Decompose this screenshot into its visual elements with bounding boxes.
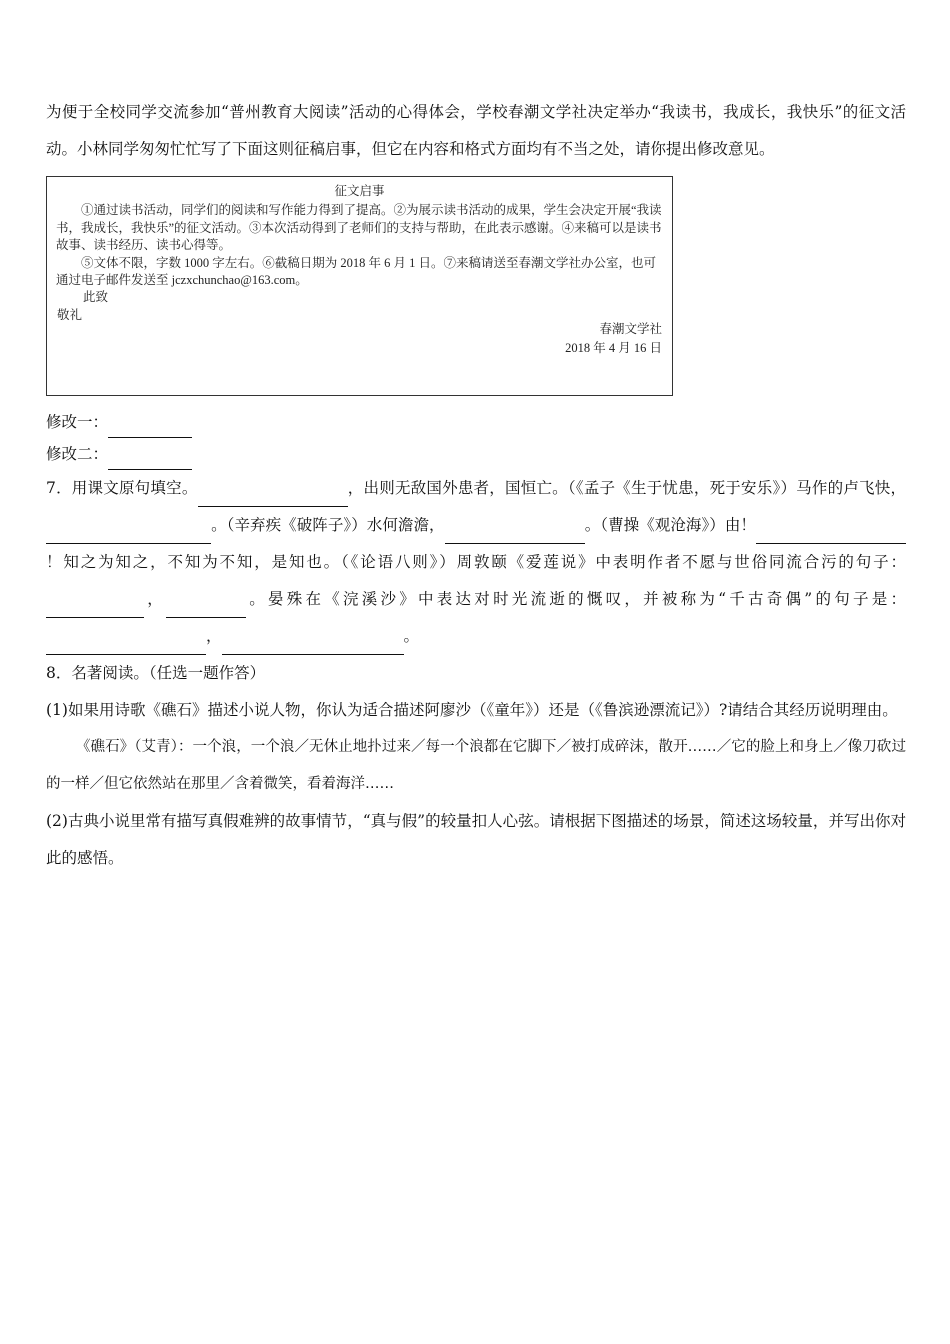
q7-blank-4[interactable] xyxy=(756,526,906,544)
notice-cizhi: 此致 xyxy=(83,290,109,304)
notice-body xyxy=(56,202,664,290)
notice-jingli: 敬礼 xyxy=(57,308,83,322)
question-7 xyxy=(46,470,906,655)
notice-date: 2018 年 4 月 16 日 xyxy=(565,341,662,355)
poem-excerpt: 《礁石》（艾青）：一个浪，一个浪／无休止地扑过来／每一个浪都在它脚下／被打成碎沫，散开……／它的脸上和身上／像刀砍过的一样／但它依然站在那里／含着微笑，看着海洋…… xyxy=(46,739,906,792)
q7-blank-1[interactable] xyxy=(198,489,348,507)
document-page xyxy=(46,94,906,877)
edit-1-blank[interactable] xyxy=(108,420,192,438)
q7-text-b: ，出则无敌国外患者，国恒亡。（《孟子《生于忧患，死于安乐》）马作的卢飞快， xyxy=(347,479,906,497)
question-8-title: 8．名著阅读。（任选一题作答） xyxy=(46,664,266,682)
q7-text-e: ！知之为知之，不知为不知，是知也。（《论语八则》）周敦颐《爱莲说》中表明作者不愿与世俗同流合污的句子： xyxy=(46,553,906,571)
edit-line-1 xyxy=(46,406,906,438)
question-8-sub-1: (1)如果用诗歌《礁石》描述小说人物，你认为适合描述阿廖沙（《童年》）还是（《鲁滨逊漂流记》）?请结合其经历说明理由。 xyxy=(46,701,898,719)
q7-blank-7[interactable] xyxy=(46,637,206,655)
q7-blank-8[interactable] xyxy=(222,637,404,655)
notice-title: 征文启事 xyxy=(334,184,385,198)
q7-text-i: 。 xyxy=(403,627,420,645)
notice-organization: 春潮文学社 xyxy=(599,322,662,336)
q7-text-c: 。（辛弃疾《破阵子》）水何澹澹， xyxy=(211,516,445,534)
q7-text-a: 7．用课文原句填空。 xyxy=(46,479,198,497)
q7-text-h: ， xyxy=(206,627,222,645)
edit-line-2 xyxy=(46,438,906,470)
q7-blank-6[interactable] xyxy=(166,600,246,618)
notice-box xyxy=(46,176,673,396)
edit-1-label: 修改一： xyxy=(46,413,109,431)
notice-paragraph-2: ⑤文体不限，字数 1000 字左右。⑥截稿日期为 2018 年 6 月 1 日。⑦来稿请送至春潮文学社办公室，也可通过电子邮件发送至 jczxchunchao@163.com。 xyxy=(56,255,657,287)
intro-paragraph: 为便于全校同学交流参加“普州教育大阅读”活动的心得体会，学校春潮文学社决定举办“我读书，我成长，我快乐”的征文活动。小林同学匆匆忙忙写了下面这则征稿启事，但它在内容和格式方面均有不当之处，请你提出修改意见。 xyxy=(46,103,906,158)
notice-paragraph-1: ①通过读书活动，同学们的阅读和写作能力得到了提高。②为展示读书活动的成果，学生会决定开展“我读书，我成长，我快乐”的征文活动。③本次活动得到了老师们的支持与帮助，在此表示感谢。④来稿可以是读书故事、读书经历、读书心得等。 xyxy=(56,203,662,252)
q7-text-d: 。（曹操《观沧海》）由！ xyxy=(584,516,756,534)
q7-text-f: ， xyxy=(144,590,167,608)
question-8-sub-2: (2)古典小说里常有描写真假难辨的故事情节，“真与假”的较量扣人心弦。请根据下图描述的场景，简述这场较量，并写出你对此的感悟。 xyxy=(46,812,906,867)
q7-blank-3[interactable] xyxy=(445,526,585,544)
edit-2-label: 修改二： xyxy=(46,445,109,463)
q7-blank-5[interactable] xyxy=(46,600,144,618)
q7-text-g: 。晏殊在《浣溪沙》中表达对时光流逝的慨叹，并被称为“千古奇偶”的句子是： xyxy=(246,590,906,608)
edit-2-blank[interactable] xyxy=(108,452,192,470)
q7-blank-2[interactable] xyxy=(46,526,211,544)
